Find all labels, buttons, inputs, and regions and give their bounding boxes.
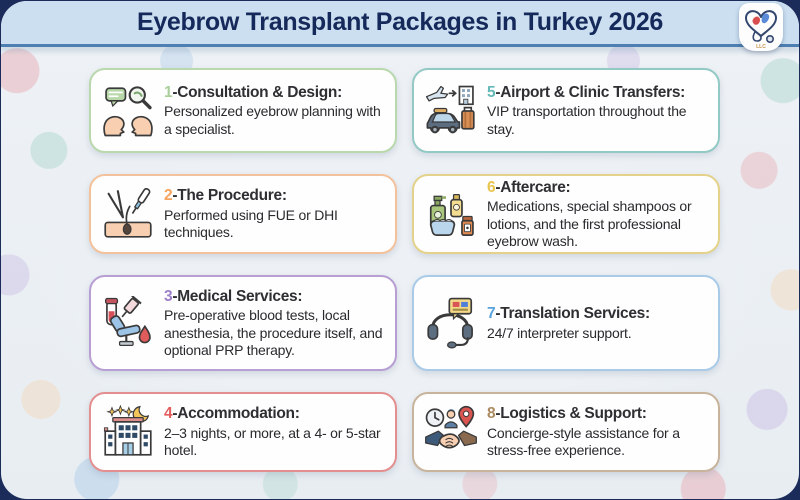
card-medical-services [89, 275, 397, 371]
card-title: 1-Consultation & Design: [164, 83, 342, 101]
card-title: 2-The Procedure: [164, 187, 287, 205]
infographic-canvas [1, 1, 799, 499]
card-title: 7-Translation Services: [487, 305, 650, 323]
card-logistics-support [412, 392, 720, 472]
card-aftercare [412, 174, 720, 254]
card-number: 4 [164, 405, 173, 423]
card-description: 24/7 interpreter support. [487, 324, 632, 341]
card-description: Performed using FUE or DHI techniques. [164, 206, 338, 241]
card-number: 3 [164, 287, 173, 305]
medical-services-icon [101, 296, 155, 350]
logo-text: LLC [756, 44, 766, 50]
card-number: 8 [487, 405, 496, 423]
card-accommodation [89, 392, 397, 472]
card-number: 6 [487, 178, 496, 196]
card-title: 8-Logistics & Support: [487, 405, 647, 423]
card-title: 4-Accommodation: [164, 405, 300, 423]
card-title: 6-Aftercare: [487, 178, 571, 196]
card-description: 2–3 nights, or more, at a 4- or 5-star hotel. [164, 424, 381, 459]
card-number: 5 [487, 83, 496, 101]
clinic-logo [739, 3, 783, 51]
card-description: Medications, special shampoos or lotions, and the first professional eyebrow wash. [487, 198, 692, 249]
translation-icon [424, 296, 478, 350]
card-title: 3-Medical Services: [164, 287, 303, 305]
card-description: Personalized eyebrow planning with a specialist. [164, 103, 381, 137]
card-number: 1 [164, 83, 173, 101]
card-description: Pre-operative blood tests, local anesthesia, the procedure itself, and optional PRP therapy. [164, 307, 383, 358]
accommodation-icon [101, 405, 155, 459]
card-description: Concierge-style assistance for a stress-free experience. [487, 424, 680, 459]
card-the-procedure [89, 174, 397, 254]
card-number: 2 [164, 187, 173, 205]
card-consultation-design [89, 68, 397, 153]
card-translation-services [412, 275, 720, 371]
transfers-icon [424, 84, 478, 138]
card-number: 7 [487, 305, 496, 323]
page-title: Eyebrow Transplant Packages in Turkey 2026 [136, 8, 664, 36]
header [1, 1, 799, 47]
procedure-icon [101, 187, 155, 241]
card-description: VIP transportation throughout the stay. [487, 103, 687, 137]
logistics-icon [424, 405, 478, 459]
card-title: 5-Airport & Clinic Transfers: [487, 83, 686, 101]
consultation-icon [101, 84, 155, 138]
packages-grid [89, 68, 720, 472]
card-airport-clinic-transfers [412, 68, 720, 153]
aftercare-icon [424, 187, 478, 241]
